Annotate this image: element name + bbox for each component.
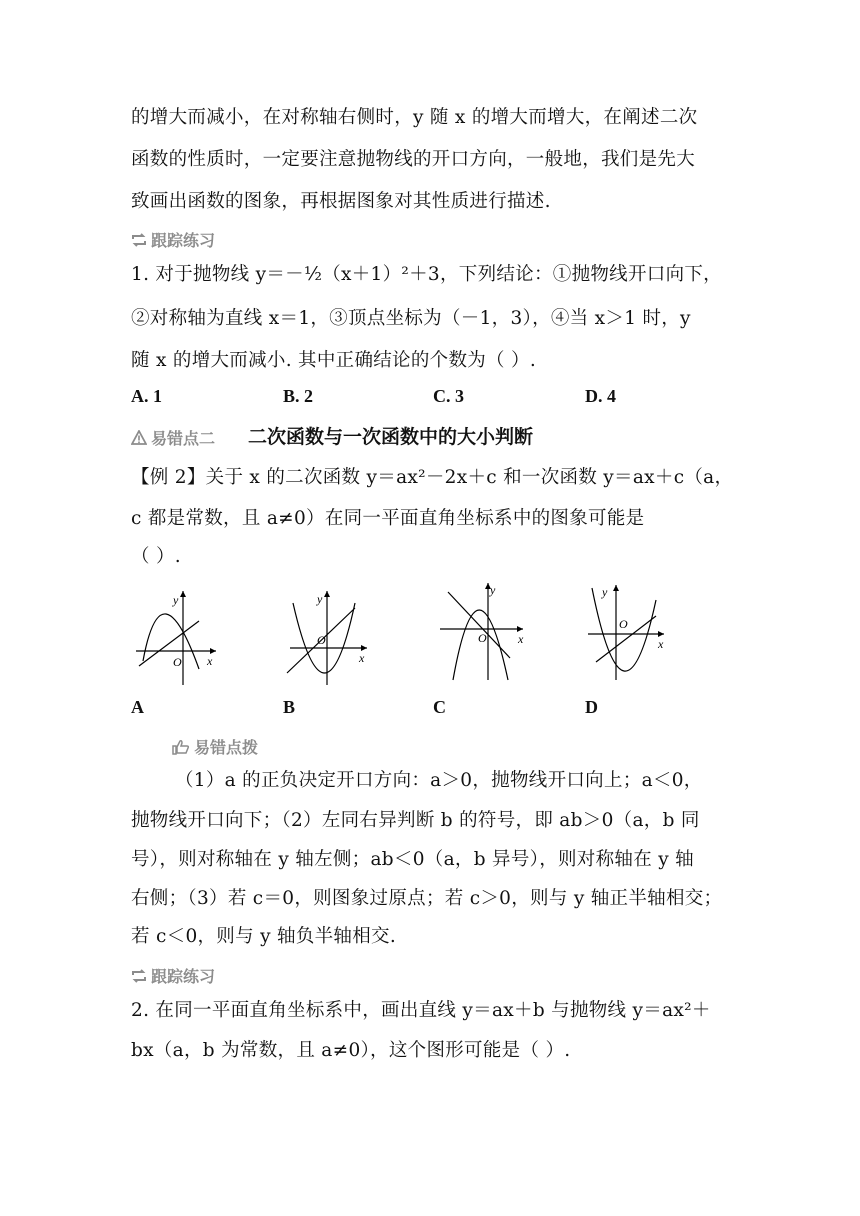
- graph-d-x-label: x: [658, 637, 664, 651]
- repeat-icon: [131, 968, 147, 984]
- graph-label-c: C: [433, 697, 446, 717]
- q2-line-1: 2. 在同一平面直角坐标系中，画出直线 y＝ax＋b 与抛物线 y＝ax²＋: [131, 1000, 711, 1021]
- section2-label: [131, 426, 215, 449]
- q1-line-3: 随 x 的增大而减小. 其中正确结论的个数为（ ）.: [131, 350, 537, 371]
- practice-heading-1: [131, 228, 215, 251]
- graph-d-origin: O: [619, 617, 628, 631]
- graph-label-a: A: [131, 697, 144, 717]
- q2-line-2: bx（a，b 为常数，且 a≠0），这个图形可能是（ ）.: [131, 1040, 571, 1061]
- graph-d-y-label: y: [602, 585, 608, 599]
- q1-option-c: C. 3: [433, 386, 464, 406]
- tip-line-5: 若 c＜0，则与 y 轴负半轴相交.: [131, 926, 397, 947]
- graph-a-x-label: x: [207, 654, 213, 668]
- example2-line-3: （ ）.: [131, 546, 181, 567]
- intro-line-1: 的增大而减小，在对称轴右侧时，y 随 x 的增大而增大，在阐述二次: [131, 107, 698, 128]
- tip-line-4: 右侧；（3）若 c＝0，则图象过原点；若 c＞0，则与 y 轴正半轴相交；: [131, 888, 723, 909]
- graph-c-x-label: x: [518, 632, 524, 646]
- q1-line-2: ②对称轴为直线 x＝1，③顶点坐标为（－1，3），④当 x＞1 时，y: [131, 308, 691, 329]
- graph-c-y-label: y: [490, 583, 496, 597]
- graph-b: [285, 583, 405, 693]
- graph-c: [438, 580, 558, 690]
- graph-a-y-label: y: [173, 593, 179, 607]
- intro-line-2: 函数的性质时，一定要注意抛物线的开口方向，一般地，我们是先大: [131, 149, 696, 170]
- graph-label-d: D: [585, 697, 598, 717]
- q1-line-1: 1. 对于抛物线 y＝－½（x＋1）²＋3，下列结论：①抛物线开口向下，: [131, 264, 722, 285]
- graph-label-b: B: [283, 697, 296, 717]
- q1-option-a: A. 1: [131, 386, 162, 406]
- practice2-label: 跟踪练习: [151, 967, 216, 986]
- tip-line-2: 抛物线开口向下；（2）左同右异判断 b 的符号，即 ab＞0（a，b 同: [131, 810, 700, 831]
- intro-line-3: 致画出函数的图象，再根据图象对其性质进行描述.: [131, 191, 551, 212]
- practice-heading-2: [131, 964, 215, 987]
- tip-line-3: 号），则对称轴在 y 轴左侧；ab＜0（a，b 异号），则对称轴在 y 轴: [131, 849, 694, 870]
- graph-a: [131, 583, 251, 693]
- tip-label: 易错点拨: [194, 738, 259, 757]
- graph-b-x-label: x: [359, 651, 365, 665]
- graph-b-y-label: y: [317, 592, 323, 606]
- tip-line-1: （1）a 的正负决定开口方向：a＞0，抛物线开口向上；a＜0，: [175, 770, 703, 791]
- tip-heading: [172, 735, 258, 758]
- q1-option-b: B. 2: [283, 386, 314, 406]
- q1-option-d: D. 4: [585, 386, 616, 406]
- thumbs-up-icon: [172, 739, 190, 755]
- graph-c-origin: O: [478, 631, 487, 645]
- example2-line-2: c 都是常数，且 a≠0）在同一平面直角坐标系中的图象可能是: [131, 508, 645, 529]
- example2-line-1: 【例 2】关于 x 的二次函数 y＝ax²－2x＋c 和一次函数 y＝ax＋c（a，: [131, 467, 734, 488]
- section2-title: 二次函数与一次函数中的大小判断: [248, 426, 534, 448]
- section2-label-text: 易错点二: [151, 429, 216, 448]
- graph-a-origin: O: [173, 655, 182, 669]
- graph-d: [586, 580, 706, 690]
- repeat-icon: [131, 232, 147, 248]
- graph-b-origin: O: [317, 633, 326, 647]
- warning-icon: [131, 430, 147, 446]
- practice-label: 跟踪练习: [151, 231, 216, 250]
